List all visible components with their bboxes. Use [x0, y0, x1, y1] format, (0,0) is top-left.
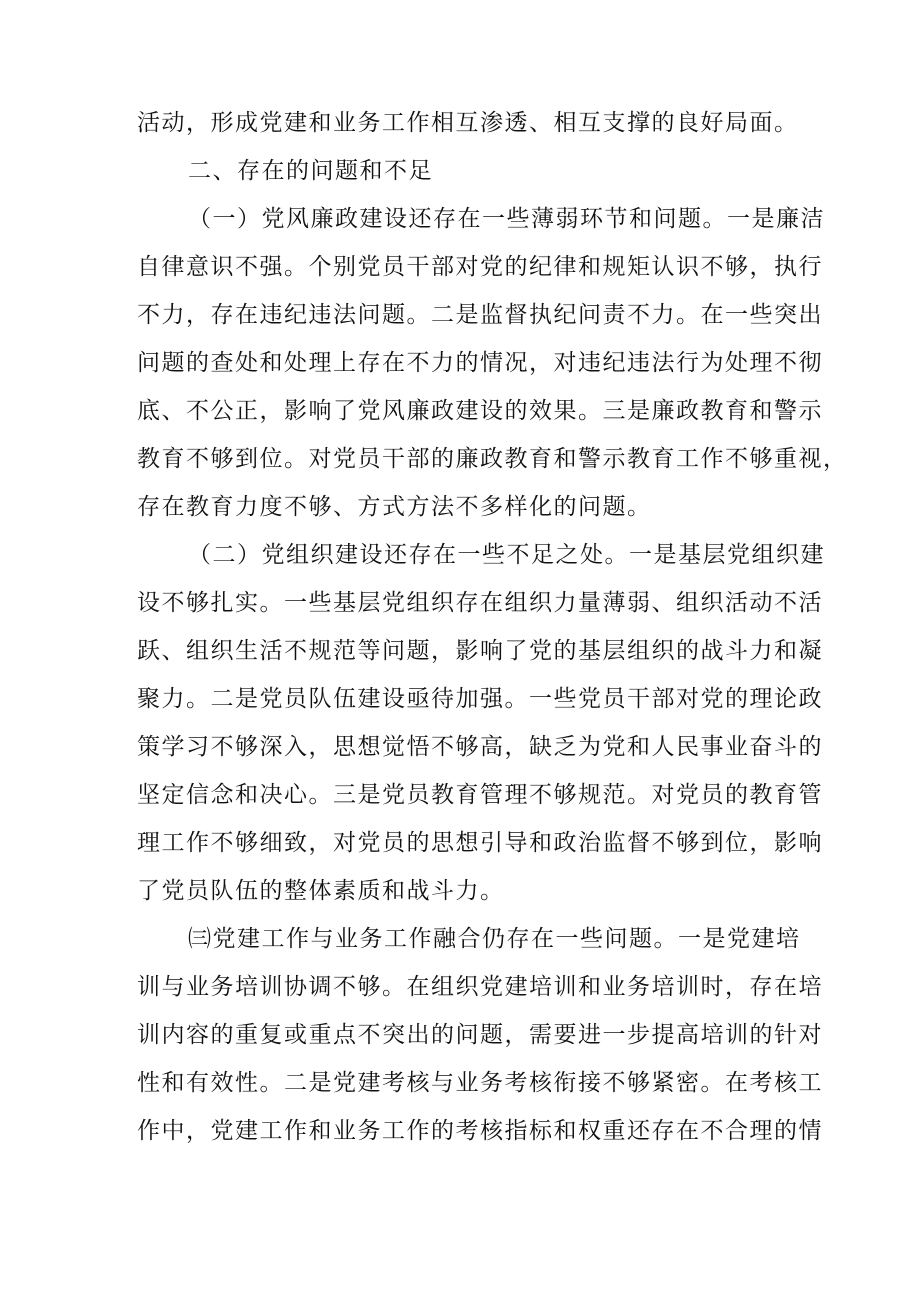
- text-line-16: 理工作不够细致，对党员的思想引导和政治监督不够到位，影响: [137, 830, 823, 856]
- section-heading: 二、存在的问题和不足: [188, 158, 433, 184]
- text-line-19: 训与业务培训协调不够。在组织党建培训和业务培训时，存在培: [137, 974, 823, 1000]
- text-line-7: 底、不公正，影响了党风廉政建设的效果。三是廉政教育和警示: [137, 398, 823, 424]
- text-line-17: 了党员队伍的整体素质和战斗力。: [137, 878, 505, 904]
- text-line-13: 聚力。二是党员队伍建设亟待加强。一些党员干部对党的理论政: [137, 686, 823, 712]
- text-line-12: 跃、组织生活不规范等问题，影响了党的基层组织的战斗力和凝: [137, 638, 823, 664]
- text-line-11: 设不够扎实。一些基层党组织存在组织力量薄弱、组织活动不活: [137, 590, 823, 616]
- text-line-18: ㈢党建工作与业务工作融合仍存在一些问题。一是党建培: [188, 926, 801, 952]
- text-line-14: 策学习不够深入，思想觉悟不够高，缺乏为党和人民事业奋斗的: [137, 734, 823, 760]
- text-line-3: （一）党风廉政建设还存在一些薄弱环节和问题。一是廉洁: [188, 206, 825, 232]
- text-line-4: 自律意识不强。个别党员干部对党的纪律和规矩认识不够，执行: [137, 254, 823, 280]
- text-line-22: 作中，党建工作和业务工作的考核指标和权重还存在不合理的情: [137, 1118, 823, 1144]
- text-line-9: 存在教育力度不够、方式方法不多样化的问题。: [137, 494, 652, 520]
- text-line-10: （二）党组织建设还存在一些不足之处。一是基层党组织建: [188, 542, 825, 568]
- text-line-6: 问题的查处和处理上存在不力的情况，对违纪违法行为处理不彻: [137, 350, 823, 376]
- text-line-15: 坚定信念和决心。三是党员教育管理不够规范。对党员的教育管: [137, 782, 823, 808]
- text-line-1: 活动，形成党建和业务工作相互渗透、相互支撑的良好局面。: [137, 110, 799, 136]
- text-line-5: 不力，存在违纪违法问题。二是监督执纪问责不力。在一些突出: [137, 302, 823, 328]
- text-line-20: 训内容的重复或重点不突出的问题，需要进一步提高培训的针对: [137, 1022, 823, 1048]
- text-line-8: 教育不够到位。对党员干部的廉政教育和警示教育工作不够重视，: [137, 446, 848, 472]
- text-line-21: 性和有效性。二是党建考核与业务考核衔接不够紧密。在考核工: [137, 1070, 823, 1096]
